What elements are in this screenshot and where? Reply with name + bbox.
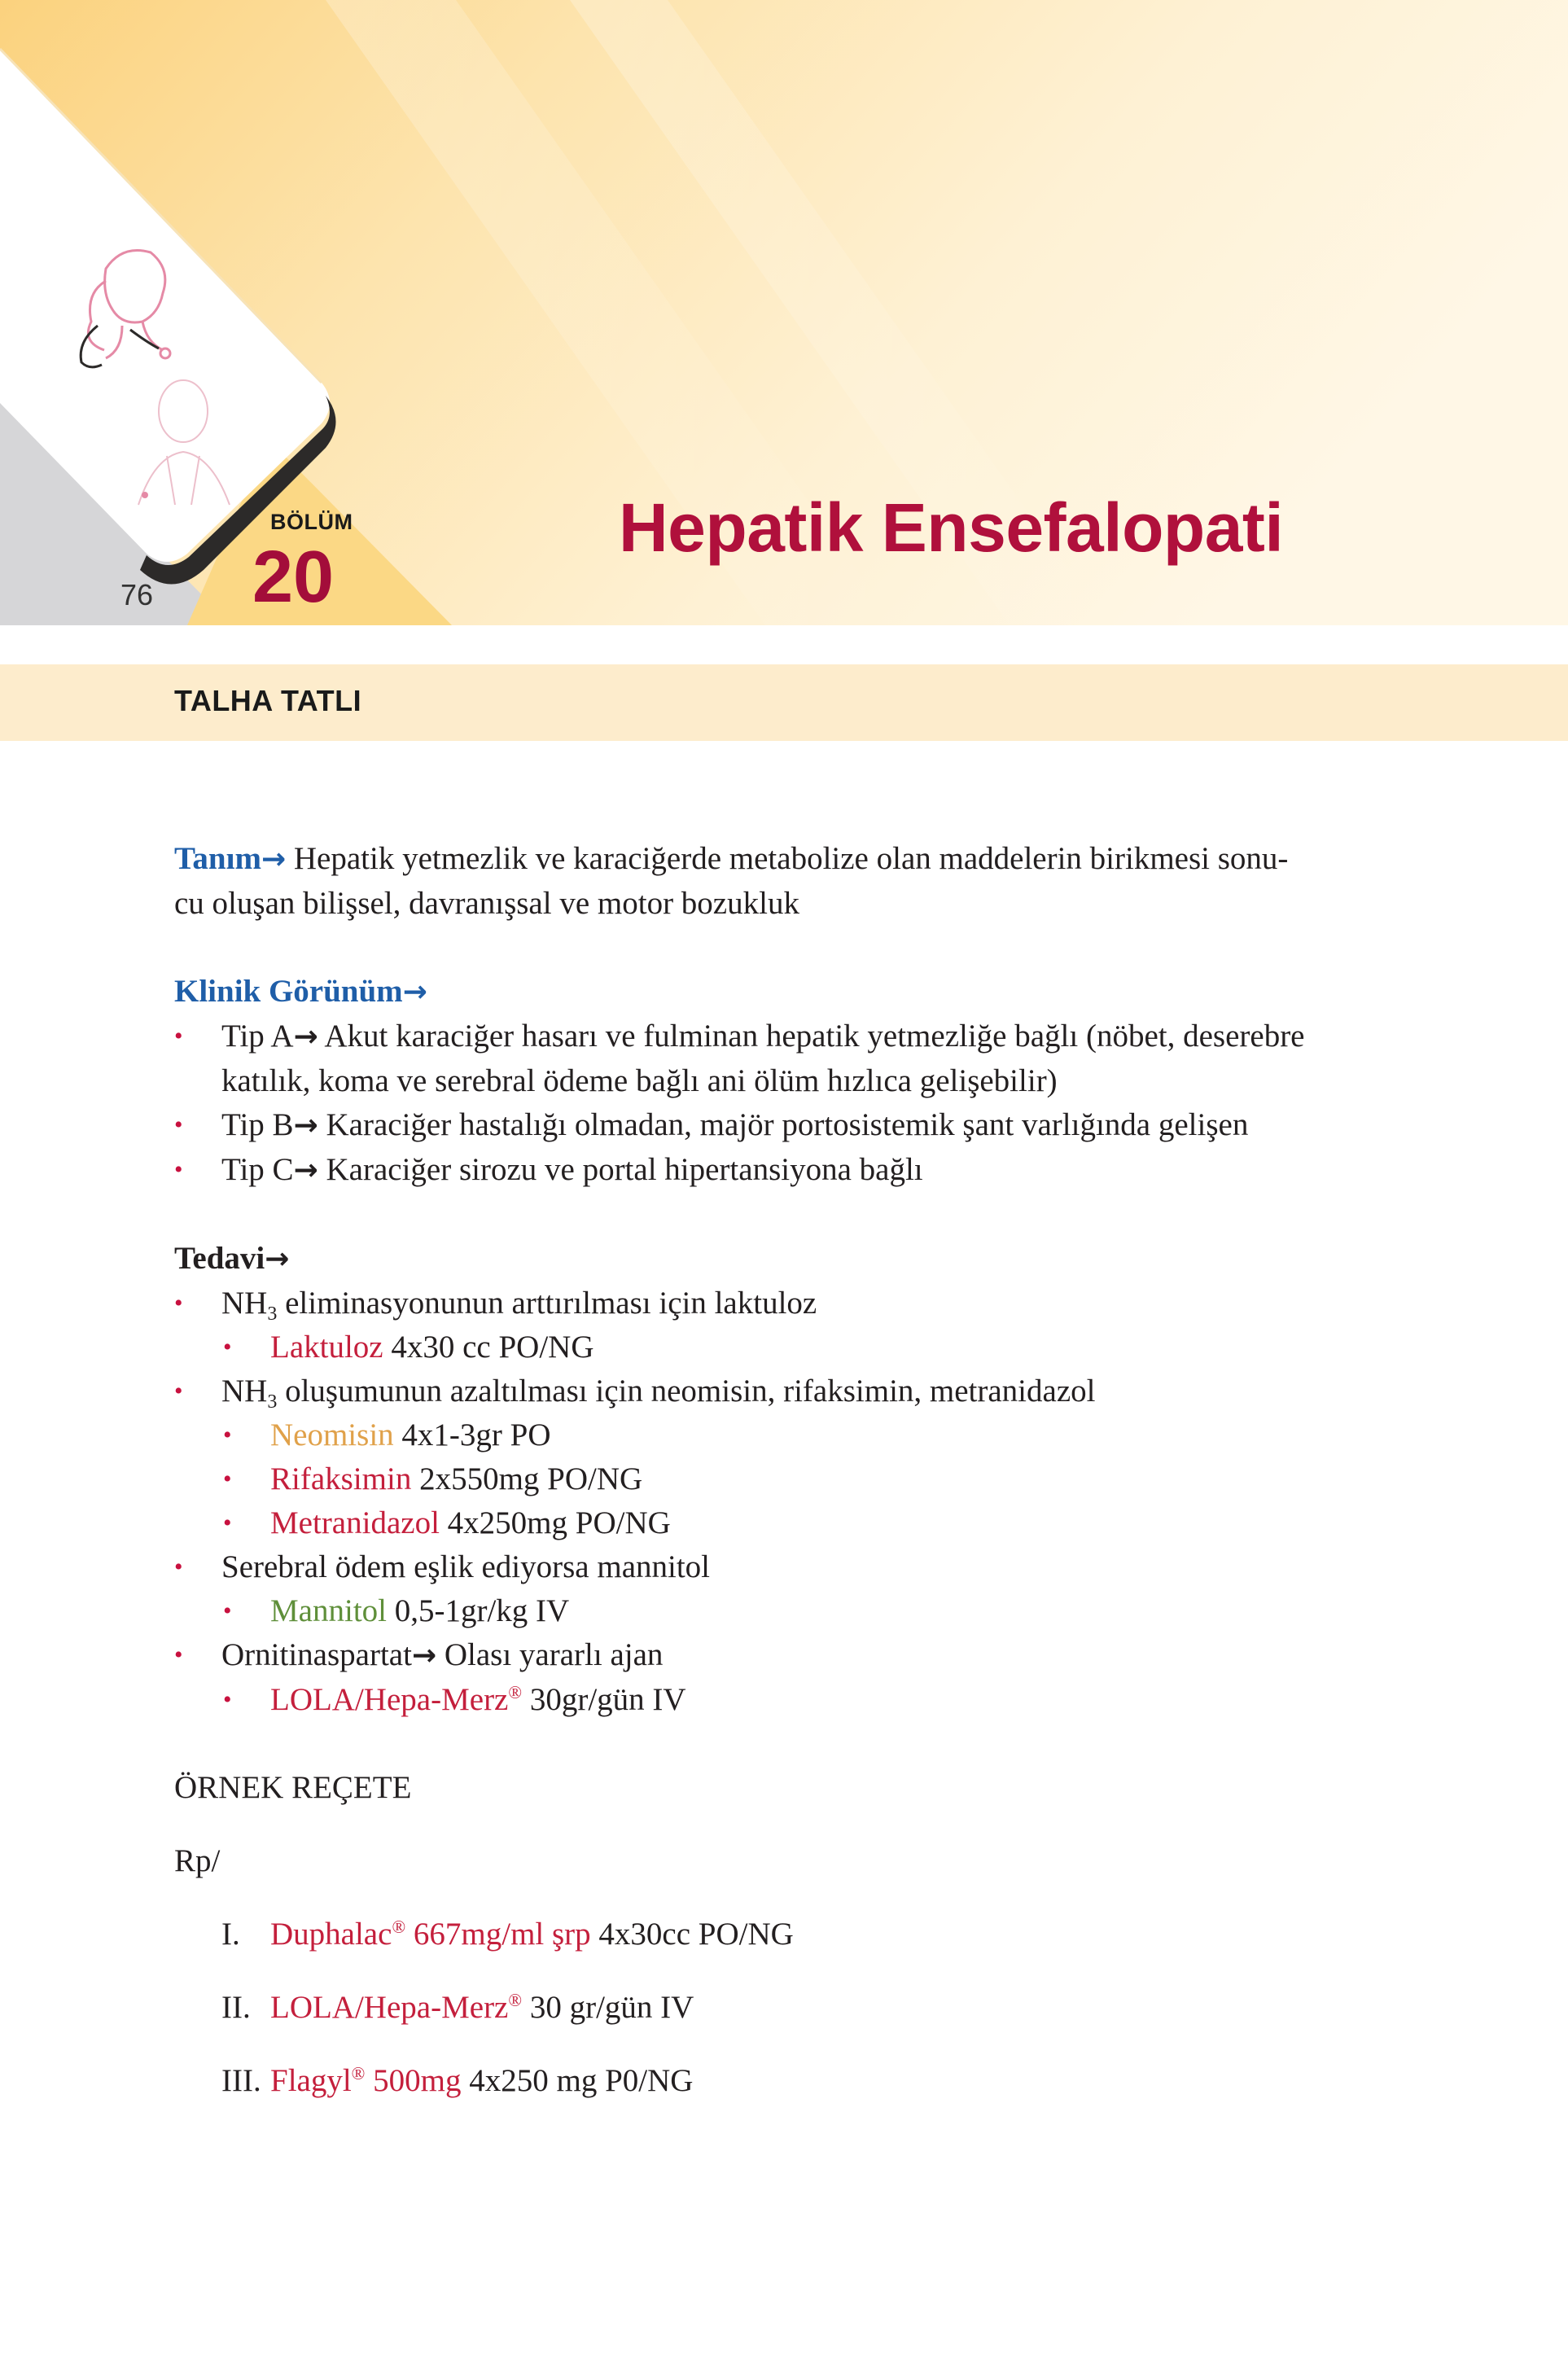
list-item: [174, 1103, 1395, 1148]
prescription-section: [174, 1766, 1395, 2132]
drug-name: Duphalac: [270, 1917, 392, 1952]
arrow-icon: →: [293, 1109, 318, 1142]
drug-name: Mannitol: [270, 1593, 387, 1628]
drug-name: LOLA/Hepa-Merz: [270, 1682, 509, 1717]
bullet-icon: •: [174, 1378, 183, 1404]
drug-dose: 0,5-1gr/kg IV: [387, 1593, 570, 1628]
drug-dose: 4x1-3gr PO: [393, 1417, 551, 1452]
bullet-icon: •: [174, 1156, 183, 1183]
prescription-title: ÖRNEK REÇETE: [174, 1770, 412, 1805]
bullet-icon: •: [174, 1111, 183, 1138]
bullet-icon: •: [223, 1334, 232, 1360]
bullet-icon: •: [174, 1641, 183, 1668]
bullet-icon: •: [174, 1290, 183, 1317]
list-item: [174, 1369, 1395, 1413]
drug-dose: 4x30 cc PO/NG: [383, 1330, 594, 1365]
list-item-text: katılık, koma ve serebral ödeme bağlı ani ölüm hızlıca gelişebilir): [221, 1063, 1058, 1098]
list-item: [174, 1678, 1395, 1722]
list-item: [174, 1014, 1395, 1103]
prescription-number: II.: [221, 1990, 251, 2025]
drug-dose: 4x250mg PO/NG: [439, 1505, 671, 1540]
list-item-name: Tip A: [221, 1019, 294, 1054]
list-item-text: Serebral ödem eşlik ediyorsa mannitol: [221, 1549, 711, 1584]
arrow-icon: →: [293, 1020, 318, 1054]
bullet-icon: •: [174, 1553, 183, 1580]
registered-mark: ®: [351, 2063, 366, 2083]
drug-dose: 4x250 mg P0/NG: [461, 2063, 694, 2098]
list-item-text: oluşumunun azaltılması için neomisin, rifaksimin, metranidazol: [277, 1374, 1096, 1409]
main-content: [174, 837, 1395, 2132]
prescription-item: [174, 2059, 1395, 2132]
bullet-icon: •: [223, 1597, 232, 1624]
list-item-name: Tip B: [221, 1107, 294, 1142]
definition-paragraph: [174, 837, 1395, 926]
page-title: Hepatik Ensefalopati: [619, 489, 1284, 566]
bullet-icon: •: [223, 1422, 232, 1448]
list-item-text: Olası yararlı ajan: [436, 1637, 664, 1672]
definition-text-line2: cu oluşan bilişsel, davranışsal ve motor bozukluk: [174, 886, 799, 921]
list-item-text: Karaciğer sirozu ve portal hipertansiyona bağlı: [318, 1152, 923, 1187]
clinical-section: [174, 970, 1395, 1193]
registered-mark: ®: [392, 1917, 406, 1937]
drug-name: Flagyl: [270, 2063, 352, 2098]
bullet-icon: •: [223, 1686, 232, 1713]
drug-name: LOLA/Hepa-Merz: [270, 1990, 509, 2025]
list-item: [174, 1325, 1395, 1369]
list-item: [174, 1413, 1395, 1457]
bullet-icon: •: [174, 1023, 183, 1049]
nh3-subscript: 3: [267, 1303, 278, 1325]
definition-label: Tanım: [174, 841, 261, 876]
drug-strength: 500mg: [365, 2063, 462, 2098]
prescription-item: [174, 1986, 1395, 2059]
list-item: [174, 1589, 1395, 1633]
treatment-list: [174, 1282, 1395, 1722]
clinical-label: Klinik Görünüm: [174, 974, 403, 1009]
prescription-number: I.: [221, 1917, 240, 1952]
nh3-subscript: 3: [267, 1391, 278, 1413]
drug-name: Neomisin: [270, 1417, 394, 1452]
arrow-icon: →: [261, 843, 287, 876]
drug-dose: 4x30cc PO/NG: [590, 1917, 794, 1952]
drug-strength: 667mg/ml şrp: [405, 1917, 591, 1952]
rp-label: Rp/: [174, 1843, 221, 1878]
list-item-text: Karaciğer hastalığı olmadan, majör portosistemik şant varlığında gelişen: [318, 1107, 1249, 1142]
nh3-text: NH: [221, 1286, 268, 1321]
list-item: [174, 1282, 1395, 1325]
list-item: [174, 1501, 1395, 1545]
drug-dose: 2x550mg PO/NG: [411, 1461, 643, 1496]
drug-dose: 30gr/gün IV: [522, 1682, 686, 1717]
prescription-item: [174, 1913, 1395, 1986]
nh3-text: NH: [221, 1374, 268, 1409]
clinical-list: [174, 1014, 1395, 1193]
list-item: [174, 1633, 1395, 1678]
list-item-text: Akut karaciğer hasarı ve fulminan hepatik yetmezliğe bağlı (nöbet, deserebre: [318, 1019, 1305, 1054]
treatment-label: Tedavi: [174, 1241, 265, 1276]
arrow-icon: →: [265, 1242, 290, 1276]
chapter-label: BÖLÜM: [270, 510, 353, 534]
prescription-number: III.: [221, 2063, 261, 2098]
bullet-icon: •: [223, 1509, 232, 1536]
list-item-name: Tip C: [221, 1152, 294, 1187]
list-item: [174, 1457, 1395, 1501]
definition-text-line1: Hepatik yetmezlik ve karaciğerde metabolize olan maddelerin birikmesi sonu-: [286, 841, 1289, 876]
registered-mark: ®: [508, 1682, 523, 1702]
author-name: TALHA TATLI: [174, 684, 362, 717]
drug-dose: 30 gr/gün IV: [522, 1990, 694, 2025]
arrow-icon: →: [293, 1154, 318, 1187]
drug-name: Metranidazol: [270, 1505, 440, 1540]
registered-mark: ®: [508, 1990, 523, 2010]
bullet-icon: •: [223, 1466, 232, 1492]
treatment-section: [174, 1237, 1395, 1722]
list-item: [174, 1545, 1395, 1589]
page-number: 76: [120, 578, 154, 611]
list-item-name: Ornitinaspartat: [221, 1637, 412, 1672]
prescription-list: [174, 1913, 1395, 2132]
list-item: [174, 1148, 1395, 1193]
drug-name: Laktuloz: [270, 1330, 383, 1365]
chapter-header: [0, 0, 1568, 625]
arrow-icon: →: [402, 975, 427, 1009]
drug-name: Rifaksimin: [270, 1461, 412, 1496]
chapter-number: 20: [252, 537, 335, 618]
arrow-icon: →: [411, 1639, 437, 1672]
list-item-text: eliminasyonunun arttırılması için laktuloz: [277, 1286, 817, 1321]
